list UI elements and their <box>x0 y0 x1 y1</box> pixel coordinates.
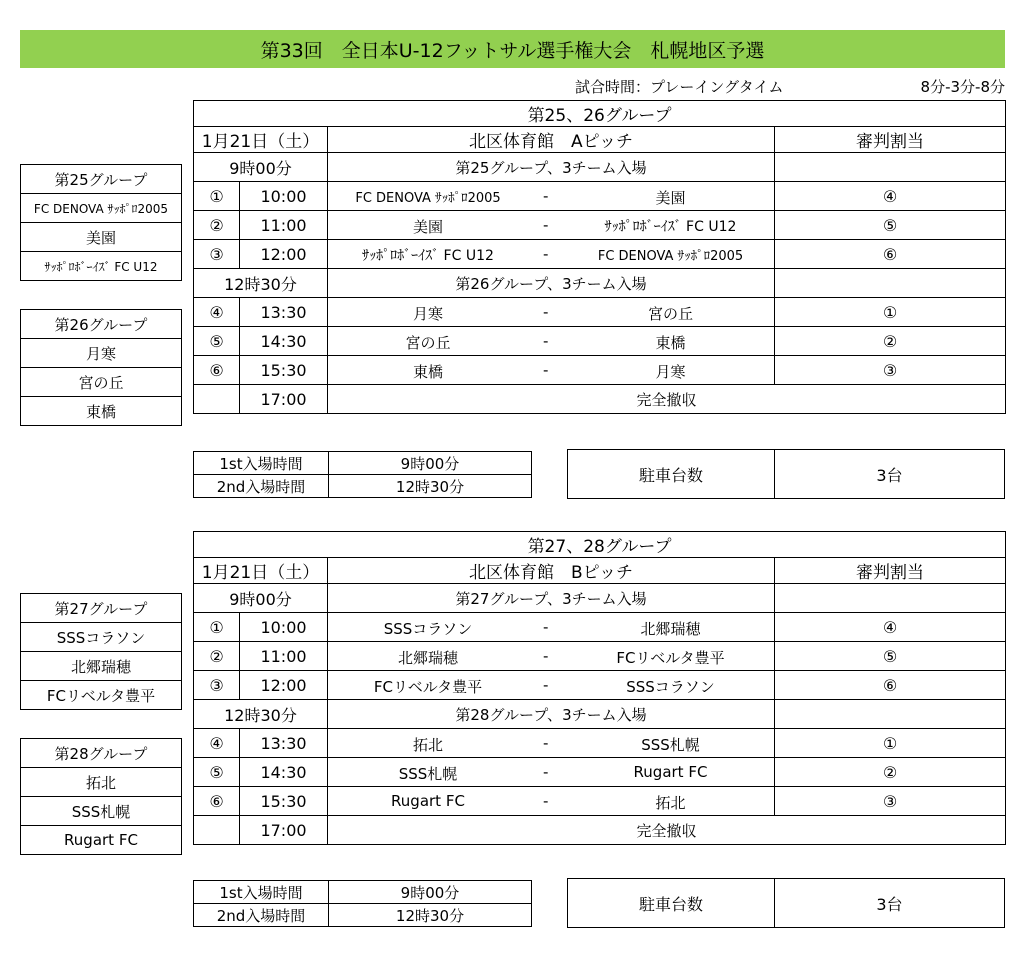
match-cell <box>328 327 775 356</box>
team-name: 美園 <box>21 223 182 252</box>
group-label: 第27グループ <box>21 594 182 623</box>
referee-assignment: ④ <box>775 182 1006 211</box>
team-name: ｻｯﾎﾟﾛﾎﾞｰｲｽﾞ FC U12 <box>21 252 182 281</box>
team-name: 東橋 <box>21 397 182 426</box>
entry-value: 9時00分 <box>329 881 532 904</box>
match-number: ① <box>194 613 240 642</box>
home-team: 拓北 <box>412 736 443 754</box>
match-time: 13:30 <box>240 298 328 327</box>
match-number: ④ <box>194 729 240 758</box>
entry-text-cell: 第25グループ、3チーム入場 <box>328 153 775 182</box>
match-number: ③ <box>194 671 240 700</box>
versus-dash: - <box>543 361 549 379</box>
empty-cell <box>775 269 1006 298</box>
versus-dash: - <box>543 676 549 694</box>
match-cell <box>328 642 775 671</box>
table-row <box>194 298 1006 327</box>
match-time-label: 試合時間：プレーイングタイム <box>575 78 784 96</box>
table-row <box>194 211 1006 240</box>
parking-label: 駐車台数 <box>568 450 775 498</box>
home-team: 宮の丘 <box>405 334 451 352</box>
match-time: 12:00 <box>240 671 328 700</box>
referee-assignment: ② <box>775 758 1006 787</box>
away-team: 宮の丘 <box>647 305 693 323</box>
entry-time-cell: 12時30分 <box>194 700 328 729</box>
entry-label: 1st入場時間 <box>194 881 329 904</box>
versus-dash: - <box>543 245 549 263</box>
match-time: 12:00 <box>240 240 328 269</box>
section-header: 第27、28グループ <box>194 532 1006 558</box>
entry-time-cell: 9時00分 <box>194 153 328 182</box>
match-number: ④ <box>194 298 240 327</box>
away-team: SSSコラソン <box>626 678 715 696</box>
referee-assignment: ⑥ <box>775 240 1006 269</box>
match-number: ⑥ <box>194 356 240 385</box>
table-row <box>194 182 1006 211</box>
match-time: 10:00 <box>240 613 328 642</box>
away-team: FC DENOVA ｻｯﾎﾟﾛ2005 <box>597 249 744 264</box>
entry-value: 12時30分 <box>329 475 532 498</box>
group-team-list <box>20 738 182 855</box>
entry-time-cell: 12時30分 <box>194 269 328 298</box>
match-number: ⑥ <box>194 787 240 816</box>
referee-assignment: ③ <box>775 356 1006 385</box>
match-time: 15:30 <box>240 787 328 816</box>
page-title: 第33回 全日本U-12フットサル選手権大会 札幌地区予選 <box>20 30 1005 68</box>
empty-cell <box>194 385 240 414</box>
group-label: 第25グループ <box>21 165 182 194</box>
date-cell: 1月21日（土） <box>194 127 328 153</box>
empty-cell <box>194 816 240 845</box>
versus-dash: - <box>543 216 549 234</box>
group-label: 第26グループ <box>21 310 182 339</box>
match-number: ② <box>194 642 240 671</box>
home-team: SSSコラソン <box>383 620 473 638</box>
away-team: SSS札幌 <box>641 736 700 754</box>
table-row <box>194 356 1006 385</box>
away-team: ｻｯﾎﾟﾛﾎﾞｰｲｽﾞ FC U12 <box>604 219 737 235</box>
table-row <box>194 787 1006 816</box>
match-time: 11:00 <box>240 211 328 240</box>
entry-label: 2nd入場時間 <box>194 904 329 927</box>
entry-label: 1st入場時間 <box>194 452 329 475</box>
match-time: 10:00 <box>240 182 328 211</box>
empty-cell <box>775 153 1006 182</box>
date-cell: 1月21日（土） <box>194 558 328 584</box>
group-team-list <box>20 309 182 426</box>
match-number: ② <box>194 211 240 240</box>
versus-dash: - <box>543 303 549 321</box>
versus-dash: - <box>543 618 549 636</box>
team-name: 月寒 <box>21 339 182 368</box>
table-row <box>194 671 1006 700</box>
group-label: 第28グループ <box>21 739 182 768</box>
versus-dash: - <box>543 332 549 350</box>
versus-dash: - <box>543 792 549 810</box>
referee-header: 審判割当 <box>775 127 1006 153</box>
schedule-table-2 <box>193 531 1006 845</box>
match-cell <box>328 298 775 327</box>
parking-label: 駐車台数 <box>568 879 775 927</box>
versus-dash: - <box>543 647 549 665</box>
referee-assignment: ⑤ <box>775 211 1006 240</box>
away-team: 美園 <box>655 189 686 207</box>
parking-box <box>567 449 1005 499</box>
match-number: ③ <box>194 240 240 269</box>
home-team: FC DENOVA ｻｯﾎﾟﾛ2005 <box>355 191 501 206</box>
referee-assignment: ⑥ <box>775 671 1006 700</box>
match-cell <box>328 758 775 787</box>
match-time: 13:30 <box>240 729 328 758</box>
match-cell <box>328 182 775 211</box>
versus-dash: - <box>543 734 549 752</box>
referee-assignment: ⑤ <box>775 642 1006 671</box>
venue-cell: 北区体育館 Bピッチ <box>328 558 775 584</box>
away-team: 拓北 <box>655 794 686 812</box>
table-row <box>194 729 1006 758</box>
referee-assignment: ① <box>775 729 1006 758</box>
table-row <box>194 758 1006 787</box>
entry-times-table <box>193 880 532 927</box>
team-name: FCリベルタ豊平 <box>21 681 182 710</box>
match-number: ⑤ <box>194 758 240 787</box>
home-team: SSS札幌 <box>398 765 458 783</box>
entry-time-cell: 9時00分 <box>194 584 328 613</box>
entry-value: 9時00分 <box>329 452 532 475</box>
entry-value: 12時30分 <box>329 904 532 927</box>
home-team: 美園 <box>412 218 443 236</box>
home-team: 東橋 <box>412 363 443 381</box>
match-time: 15:30 <box>240 356 328 385</box>
match-cell <box>328 787 775 816</box>
venue-cell: 北区体育館 Aピッチ <box>328 127 775 153</box>
team-name: 宮の丘 <box>21 368 182 397</box>
away-team: 東橋 <box>655 334 686 352</box>
team-name: SSS札幌 <box>21 797 182 826</box>
match-time: 14:30 <box>240 758 328 787</box>
versus-dash: - <box>543 763 549 781</box>
team-name: FC DENOVA ｻｯﾎﾟﾛ2005 <box>21 194 182 223</box>
match-time: 14:30 <box>240 327 328 356</box>
home-team: ｻｯﾎﾟﾛﾎﾞｰｲｽﾞ FC U12 <box>362 248 494 264</box>
away-team: 月寒 <box>655 363 686 381</box>
match-number: ⑤ <box>194 327 240 356</box>
match-cell <box>328 613 775 642</box>
parking-box <box>567 878 1005 928</box>
match-cell <box>328 356 775 385</box>
match-time-info <box>540 76 1005 98</box>
final-time: 17:00 <box>240 385 328 414</box>
entry-label: 2nd入場時間 <box>194 475 329 498</box>
team-name: 拓北 <box>21 768 182 797</box>
team-name: Rugart FC <box>21 826 182 855</box>
empty-cell <box>775 700 1006 729</box>
home-team: 月寒 <box>412 305 443 323</box>
referee-assignment: ① <box>775 298 1006 327</box>
match-cell <box>328 211 775 240</box>
match-number: ① <box>194 182 240 211</box>
away-team: Rugart FC <box>633 763 708 781</box>
table-row <box>194 613 1006 642</box>
final-text: 完全撤収 <box>328 385 1006 414</box>
empty-cell <box>775 584 1006 613</box>
team-name: 北郷瑞穂 <box>21 652 182 681</box>
group-team-list <box>20 593 182 710</box>
section-header: 第25、26グループ <box>194 101 1006 127</box>
referee-assignment: ④ <box>775 613 1006 642</box>
table-row <box>194 642 1006 671</box>
referee-assignment: ③ <box>775 787 1006 816</box>
away-team: 北郷瑞穂 <box>640 620 701 638</box>
parking-value: 3台 <box>876 894 903 914</box>
entry-text-cell: 第28グループ、3チーム入場 <box>328 700 775 729</box>
table-row <box>194 240 1006 269</box>
schedule-table-1 <box>193 100 1006 414</box>
table-row <box>194 327 1006 356</box>
match-time-value: 8分-3分-8分 <box>920 78 1005 96</box>
entry-times-table <box>193 451 532 498</box>
group-team-list <box>20 164 182 281</box>
home-team: Rugart FC <box>391 792 465 810</box>
away-team: FCリベルタ豊平 <box>616 649 725 667</box>
entry-text-cell: 第27グループ、3チーム入場 <box>328 584 775 613</box>
match-cell <box>328 240 775 269</box>
versus-dash: - <box>543 187 549 205</box>
final-time: 17:00 <box>240 816 328 845</box>
home-team: FCリベルタ豊平 <box>373 678 483 696</box>
referee-header: 審判割当 <box>775 558 1006 584</box>
final-text: 完全撤収 <box>328 816 1006 845</box>
match-cell <box>328 729 775 758</box>
parking-value: 3台 <box>876 465 903 485</box>
match-cell <box>328 671 775 700</box>
entry-text-cell: 第26グループ、3チーム入場 <box>328 269 775 298</box>
home-team: 北郷瑞穂 <box>397 649 458 667</box>
team-name: SSSコラソン <box>21 623 182 652</box>
match-time: 11:00 <box>240 642 328 671</box>
referee-assignment: ② <box>775 327 1006 356</box>
